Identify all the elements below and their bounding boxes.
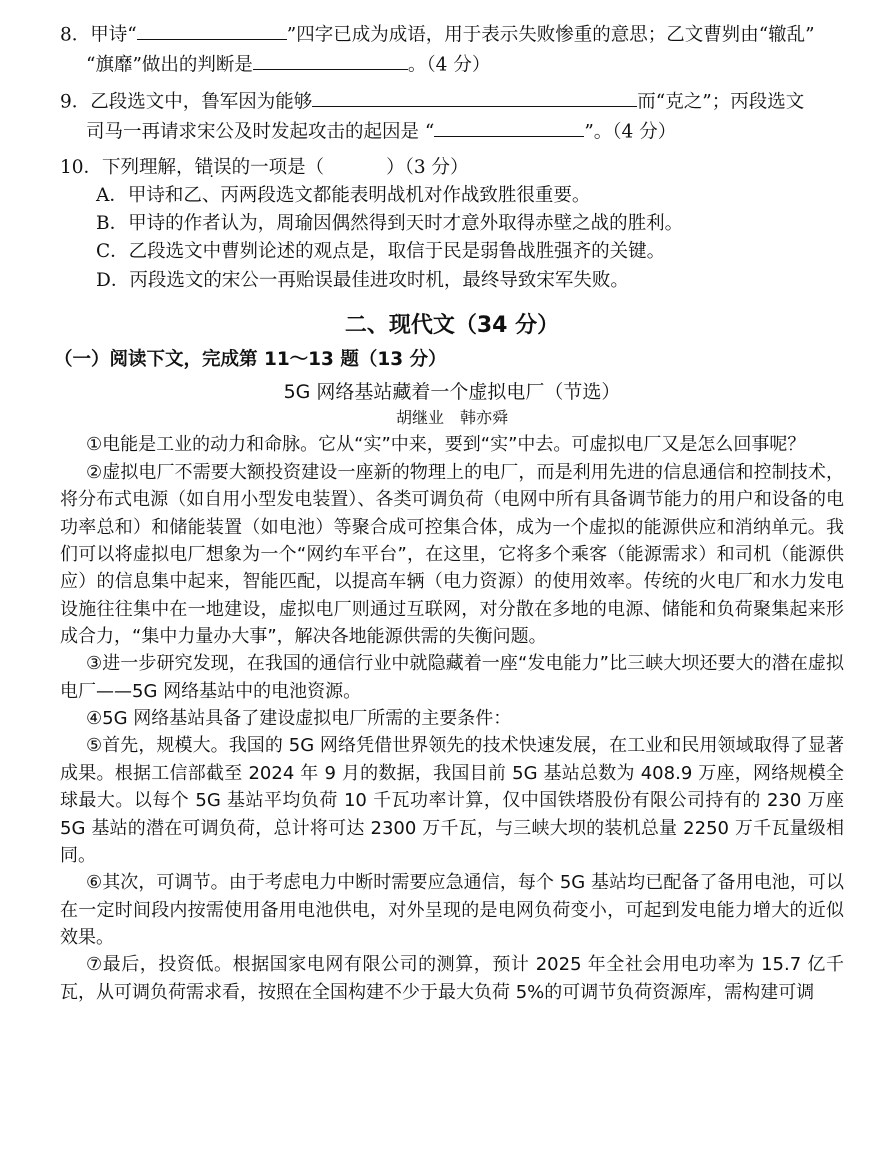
question-8 [60, 20, 844, 79]
question-8-text-c: “旗靡”做出的判断是 [86, 53, 253, 75]
option-b: B．甲诗的作者认为，周瑜因偶然得到天时才意外取得赤壁之战的胜利。 [96, 213, 684, 235]
question-10-stem-c: ）（3 分） [386, 157, 469, 179]
question-8-text-b: ”四字已成为成语，用于表示失败惨重的意思；乙文曹刿由“辙乱” [286, 24, 815, 46]
question-10-number: 10． [60, 157, 103, 179]
question-9-blank-1[interactable] [312, 87, 637, 107]
paragraph-text: ①电能是工业的动力和命脉。它从“实”中来，要到“实”中去。可虚拟电厂又是怎么回事呢？ [86, 434, 806, 456]
question-9-text-b: 而“克之”；丙段选文 [637, 91, 805, 113]
question-10-stem-b: 的一项是（ [231, 157, 325, 179]
section-title: 二、现代文（34 分） [344, 312, 560, 338]
part-heading: （一）阅读下文，完成第 11～13 题（13 分） [54, 349, 447, 371]
article-paragraph [60, 459, 844, 651]
question-9-text-a: 乙段选文中，鲁军因为能够 [90, 91, 313, 113]
article-title: 5G 网络基站藏着一个虚拟电厂（节选） [283, 381, 621, 404]
question-9-blank-2[interactable] [434, 117, 584, 137]
paragraph-text: ②虚拟电厂不需要大额投资建设一座新的物理上的电厂，而是利用先进的信息通信和控制技术，将分布式电源（如自用小型发电装置）、各类可调负荷（电网中所有具备调节能力的用户和设备的电功率总和）和储能装置（如电池）等聚合成可控集合体，成为一个虚拟的能源供应和消纳单元。我们可以将虚拟电厂想象为一个“网约车平台”，在这里，它将多个乘客（能源需求）和司机（能源供应）的信息集中起来，智能匹配，以提高车辆（电力资源）的使用效率。传统的火电厂和水力发电设施往往集中在一地建设，虚拟电厂则通过互联网，对分散在多地的电源、储能和负荷聚集起来形成合力，“集中力量办大事”，解决各地能源供需的失衡问题。 [60, 461, 844, 647]
option-c: C．乙段选文中曹刿论述的观点是，取信于民是弱鲁战胜强齐的关键。 [96, 241, 666, 263]
article-body [60, 431, 844, 1006]
question-9-text-d: ”。（4 分） [584, 121, 677, 143]
question-10-stem [60, 154, 844, 182]
question-9-line-1 [60, 87, 844, 117]
question-8-text-d: 。（4 分） [407, 53, 491, 75]
article-paragraph [60, 869, 844, 951]
question-8-blank-1[interactable] [137, 20, 287, 40]
question-8-text-a: 甲诗“ [90, 24, 137, 46]
paragraph-text: ⑤首先，规模大。我国的 5G 网络凭借世界领先的技术快速发展，在工业和民用领域取得了显著成果。根据工信部截至 2024 年 9 月的数据，我国目前 5G 基站总数为 408.9 万座，网络规模全球最大。以每个 5G 基站平均负荷 10 千瓦功率计算，仅中国铁塔股份有限公司持有的 230 万座 5G 基站的潜在可调负荷，总计将可达 2300 万千瓦，与三峡大坝的装机总量 2250 万千瓦量级相同。 [60, 735, 844, 866]
question-10-stem-emphasis: 错误 [194, 157, 232, 179]
paragraph-text: ⑦最后，投资低。根据国家电网有限公司的测算，预计 2025 年全社会用电功率为 15.7 亿千瓦，从可调负荷需求看，按照在全国构建不少于最大负荷 5%的可调节负荷资源库，需构建可调 [60, 954, 844, 1003]
question-8-number: 8． [60, 24, 91, 46]
question-8-blank-2[interactable] [253, 50, 408, 70]
question-10 [60, 154, 844, 295]
question-9 [60, 87, 844, 146]
question-9-line-2 [60, 117, 844, 147]
article-paragraph [60, 732, 844, 869]
option-a: A．甲诗和乙、丙两段选文都能表明战机对作战致胜很重要。 [96, 185, 591, 207]
question-8-line-2 [60, 50, 844, 80]
article-paragraph [60, 431, 844, 458]
option-d: D．丙段选文的宋公一再贻误最佳进攻时机，最终导致宋军失败。 [96, 269, 629, 291]
paragraph-text: ⑥其次，可调节。由于考虑电力中断时需要应急通信，每个 5G 基站均已配备了备用电池，可以在一定时间段内按需使用备用电池供电，对外呈现的是电网负荷变小，可起到发电能力增大的近似效果。 [60, 872, 844, 948]
question-8-line-1 [60, 20, 844, 50]
article-paragraph [60, 705, 844, 732]
paragraph-text: ③进一步研究发现，在我国的通信行业中就隐藏着一座“发电能力”比三峡大坝还要大的潜在虚拟电厂——5G 网络基站中的电池资源。 [60, 653, 844, 702]
question-9-text-c: 司马一再请求宋公及时发起攻击的起因是 “ [86, 121, 435, 143]
article-authors: 胡继业 韩亦舜 [395, 408, 508, 428]
question-10-stem-a: 下列理解， [102, 157, 195, 179]
question-10-options [60, 182, 844, 294]
question-9-number: 9． [60, 91, 91, 113]
paragraph-text: ④5G 网络基站具备了建设虚拟电厂所需的主要条件： [86, 708, 512, 730]
article-paragraph [60, 951, 844, 1006]
article-paragraph [60, 650, 844, 705]
